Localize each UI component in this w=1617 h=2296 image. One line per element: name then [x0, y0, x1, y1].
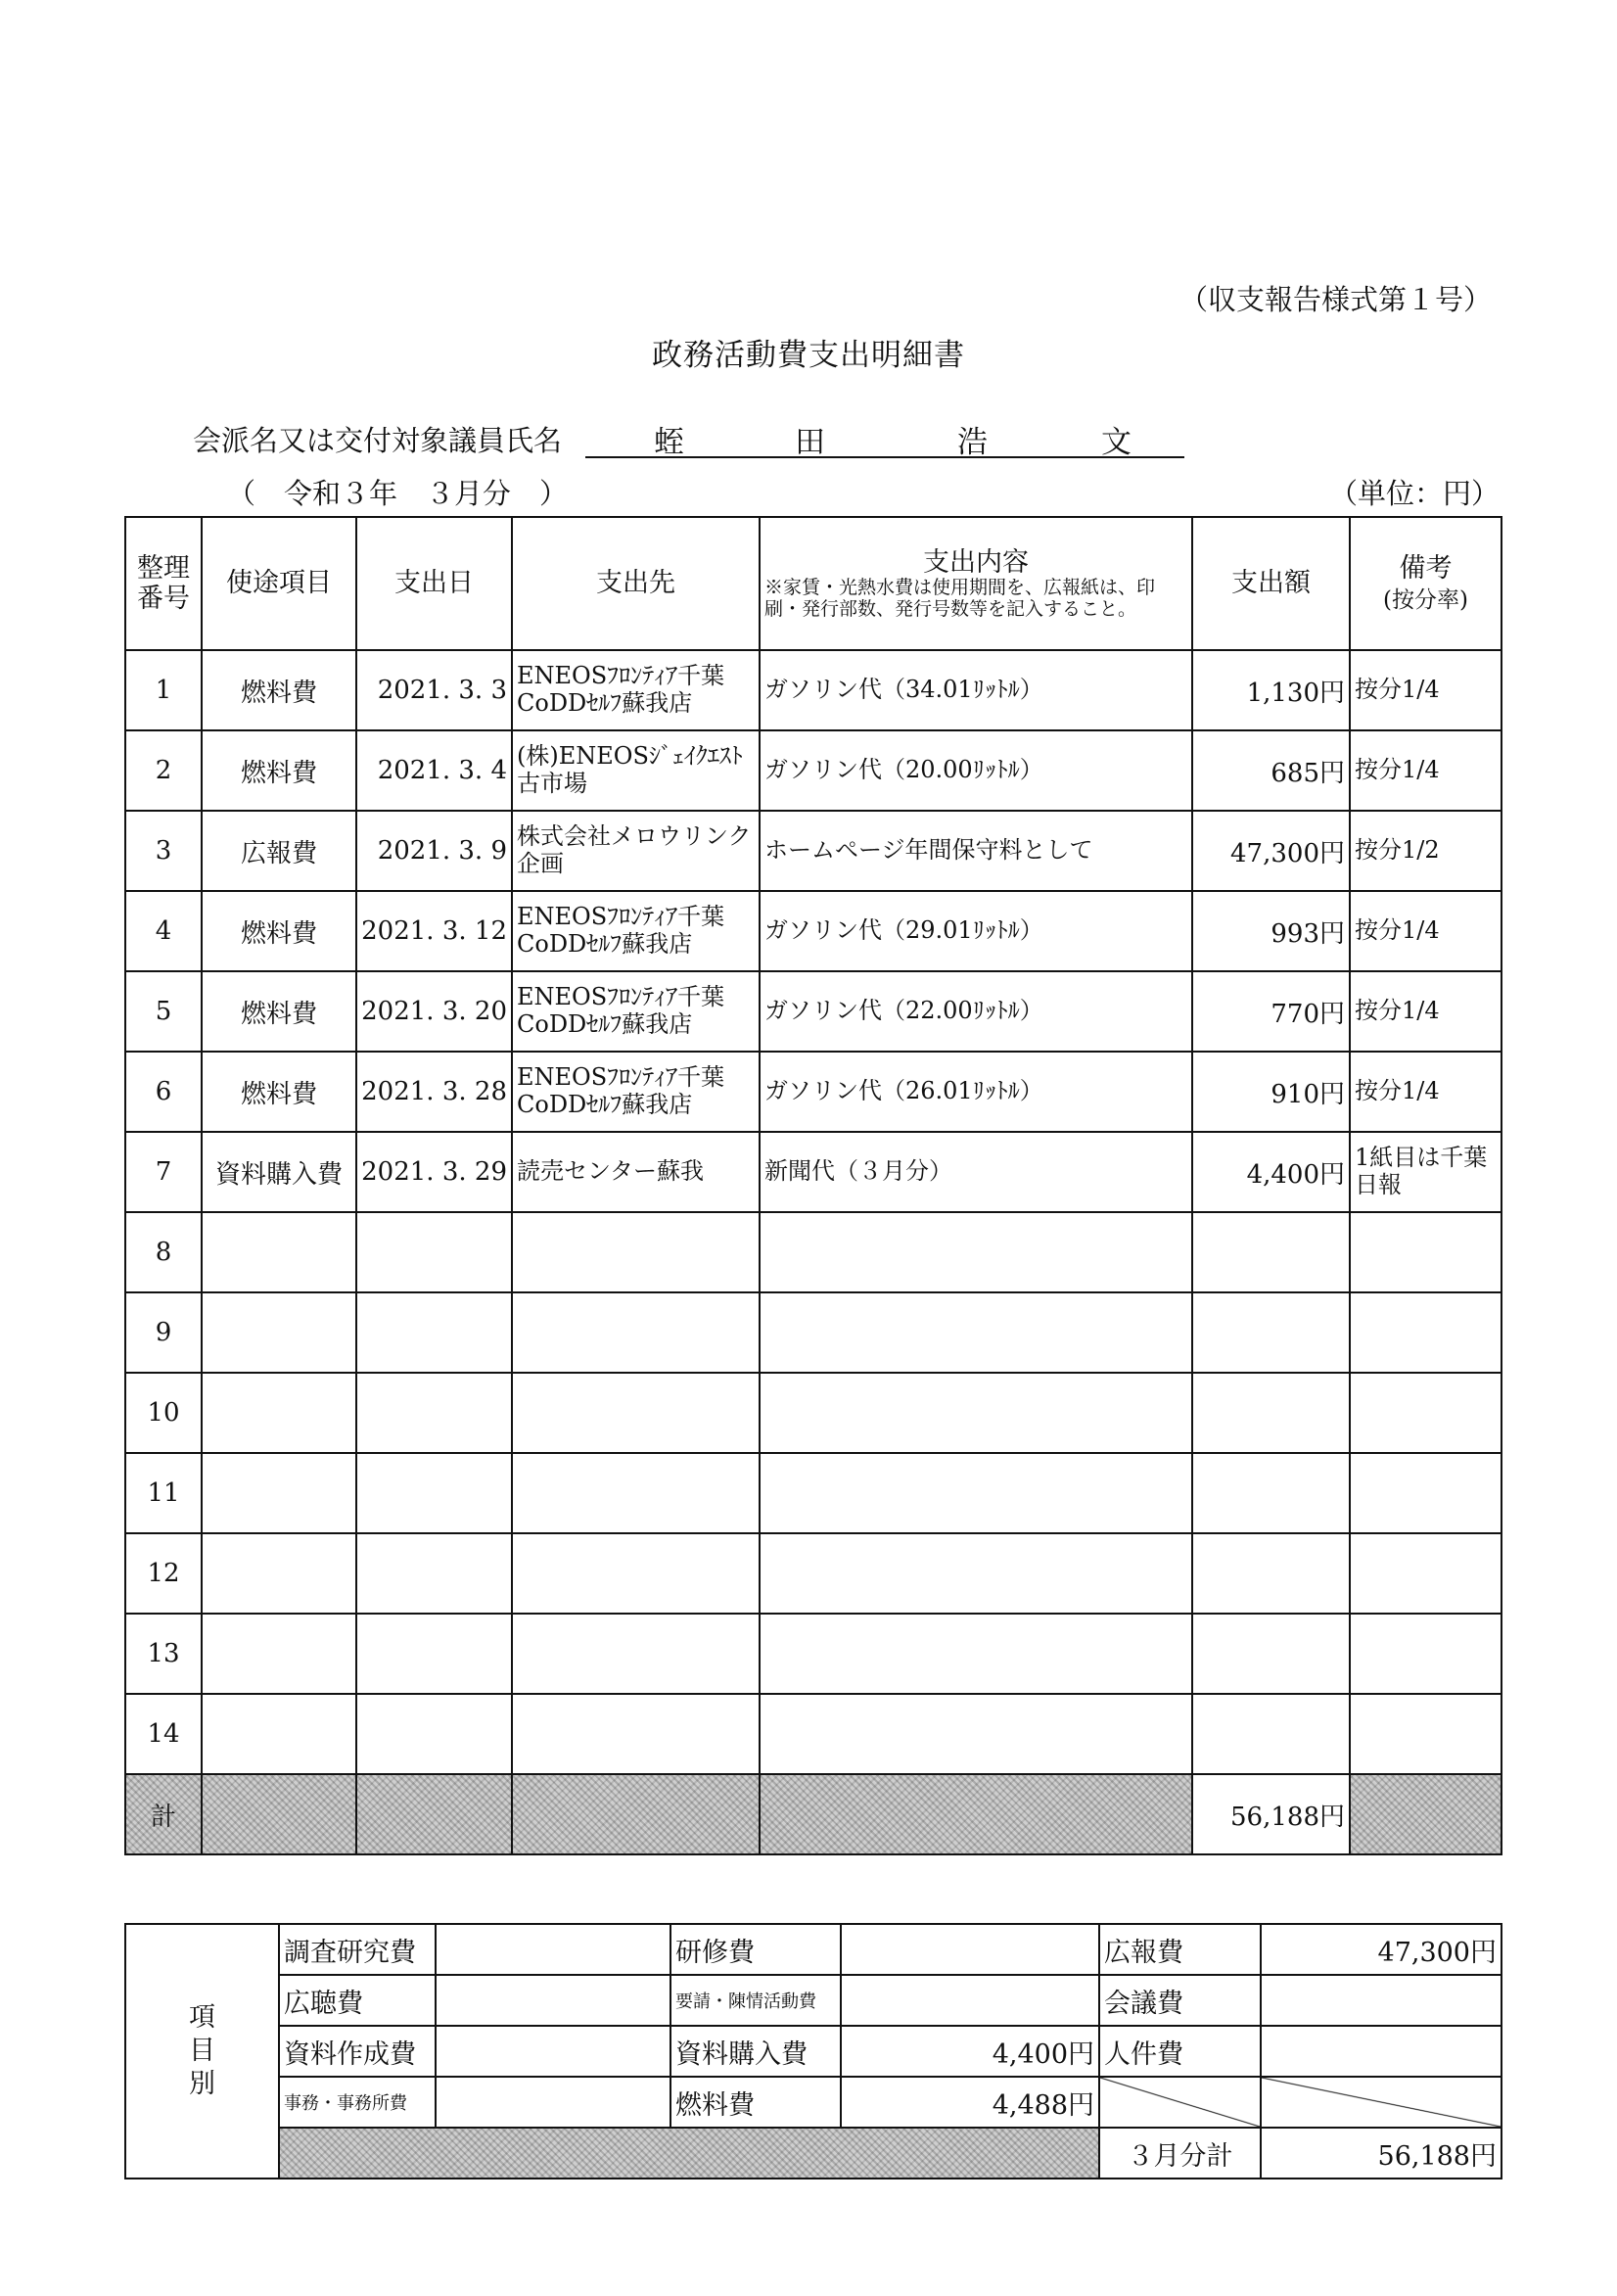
- row-no: 5: [125, 971, 202, 1052]
- row-content: ガソリン代（34.01ﾘｯﾄﾙ）: [760, 650, 1192, 730]
- total-label: 計: [125, 1774, 202, 1854]
- row-no: 9: [125, 1292, 202, 1373]
- row-category: [202, 1373, 356, 1453]
- row-no: 2: [125, 730, 202, 811]
- summary-row: [125, 1924, 1502, 1975]
- expense-table: [124, 516, 1502, 1855]
- row-remarks: 按分1/2: [1350, 811, 1502, 891]
- row-date: 2021. 3. 29: [356, 1132, 512, 1212]
- header-content-note: ※家賃・光熱水費は使用期間を、広報紙は、印刷・発行部数、発行号数等を記入すること。: [764, 576, 1156, 620]
- row-no: 11: [125, 1453, 202, 1533]
- row-category: 燃料費: [202, 971, 356, 1052]
- summary-value-research: [436, 1924, 670, 1975]
- row-remarks: 按分1/4: [1350, 730, 1502, 811]
- row-amount: 993円: [1192, 891, 1350, 971]
- name-label: 会派名又は交付対象議員氏名: [193, 424, 563, 457]
- row-content: 新聞代（３月分）: [760, 1132, 1192, 1212]
- table-row: [125, 1132, 1502, 1212]
- table-row: [125, 1614, 1502, 1694]
- row-date: [356, 1453, 512, 1533]
- row-amount: [1192, 1373, 1350, 1453]
- summary-value-document-purchase: 4,400円: [841, 2026, 1099, 2077]
- row-remarks: [1350, 1694, 1502, 1774]
- hatched-cell: [356, 1774, 512, 1854]
- row-amount: [1192, 1453, 1350, 1533]
- summary-value-document-making: [436, 2026, 670, 2077]
- summary-row: [125, 1975, 1502, 2026]
- row-no: 3: [125, 811, 202, 891]
- summary-label-petition: 要請・陳情活動費: [670, 1975, 841, 2026]
- row-date: 2021. 3. 3: [356, 650, 512, 730]
- row-content: [760, 1292, 1192, 1373]
- summary-value-publicity: 47,300円: [1261, 1924, 1502, 1975]
- row-category: 燃料費: [202, 650, 356, 730]
- header-content: [760, 517, 1192, 650]
- row-date: 2021. 3. 4: [356, 730, 512, 811]
- row-content: [760, 1533, 1192, 1614]
- row-payee: ENEOSﾌﾛﾝﾃｨｱ千葉CoDDｾﾙﾌ蘇我店: [512, 891, 760, 971]
- row-amount: [1192, 1694, 1350, 1774]
- summary-label-document-making: 資料作成費: [279, 2026, 436, 2077]
- hatched-cell: [760, 1774, 1192, 1854]
- row-content: [760, 1694, 1192, 1774]
- row-category: [202, 1614, 356, 1694]
- summary-value-training: [841, 1924, 1099, 1975]
- row-amount: [1192, 1292, 1350, 1373]
- row-payee: 読売センター蘇我: [512, 1132, 760, 1212]
- summary-value-office: [436, 2077, 670, 2128]
- name-underline: [585, 456, 1184, 458]
- total-amount: 56,188円: [1192, 1774, 1350, 1854]
- row-remarks: [1350, 1373, 1502, 1453]
- hatched-cell: [202, 1774, 356, 1854]
- month-total-value: 56,188円: [1261, 2128, 1502, 2179]
- row-amount: 685円: [1192, 730, 1350, 811]
- row-no: 8: [125, 1212, 202, 1292]
- row-amount: [1192, 1212, 1350, 1292]
- table-row: [125, 1453, 1502, 1533]
- table-row: [125, 1212, 1502, 1292]
- form-number: （収支報告様式第１号）: [1179, 283, 1493, 316]
- row-no: 4: [125, 891, 202, 971]
- row-category: 燃料費: [202, 1052, 356, 1132]
- member-name-char: 文: [1101, 425, 1132, 460]
- row-amount: 1,130円: [1192, 650, 1350, 730]
- row-date: 2021. 3. 20: [356, 971, 512, 1052]
- summary-label-meeting: 会議費: [1099, 1975, 1261, 2026]
- table-row: [125, 1373, 1502, 1453]
- document-title: 政務活動費支出明細書: [652, 338, 965, 373]
- row-category: [202, 1212, 356, 1292]
- member-name-char: 蛭: [654, 425, 684, 460]
- header-remarks-title: 備考: [1399, 552, 1453, 584]
- summary-value-fuel: 4,488円: [841, 2077, 1099, 2128]
- diagonal-empty-cell: [1099, 2077, 1261, 2128]
- row-amount: 4,400円: [1192, 1132, 1350, 1212]
- row-category: [202, 1292, 356, 1373]
- hatched-cell: [279, 2128, 1099, 2179]
- row-date: [356, 1533, 512, 1614]
- row-remarks: 按分1/4: [1350, 971, 1502, 1052]
- row-amount: 47,300円: [1192, 811, 1350, 891]
- row-remarks: 1紙目は千葉日報: [1350, 1132, 1502, 1212]
- row-payee: ENEOSﾌﾛﾝﾃｨｱ千葉CoDDｾﾙﾌ蘇我店: [512, 971, 760, 1052]
- total-row: [125, 1774, 1502, 1854]
- row-category: 広報費: [202, 811, 356, 891]
- row-date: [356, 1694, 512, 1774]
- summary-label-document-purchase: 資料購入費: [670, 2026, 841, 2077]
- row-amount: [1192, 1614, 1350, 1694]
- row-no: 6: [125, 1052, 202, 1132]
- table-header-row: [125, 517, 1502, 650]
- row-content: ホームページ年間保守料として: [760, 811, 1192, 891]
- summary-section-text: 項目別: [189, 2002, 215, 2099]
- row-remarks: [1350, 1292, 1502, 1373]
- header-remarks: [1350, 517, 1502, 650]
- row-date: 2021. 3. 9: [356, 811, 512, 891]
- row-category: 燃料費: [202, 891, 356, 971]
- summary-label-publicity: 広報費: [1099, 1924, 1261, 1975]
- row-amount: [1192, 1533, 1350, 1614]
- row-content: ガソリン代（29.01ﾘｯﾄﾙ）: [760, 891, 1192, 971]
- summary-total-row: [125, 2128, 1502, 2179]
- hatched-cell: [1350, 1774, 1502, 1854]
- row-content: ガソリン代（22.00ﾘｯﾄﾙ）: [760, 971, 1192, 1052]
- row-category: [202, 1453, 356, 1533]
- summary-value-hearing: [436, 1975, 670, 2026]
- row-content: [760, 1373, 1192, 1453]
- diagonal-empty-cell: [1261, 2077, 1502, 2128]
- row-remarks: 按分1/4: [1350, 650, 1502, 730]
- row-category: [202, 1533, 356, 1614]
- row-remarks: [1350, 1614, 1502, 1694]
- row-date: [356, 1292, 512, 1373]
- row-remarks: [1350, 1533, 1502, 1614]
- header-no: 整理番号: [125, 517, 202, 650]
- table-row: [125, 650, 1502, 730]
- summary-value-meeting: [1261, 1975, 1502, 2026]
- row-date: 2021. 3. 28: [356, 1052, 512, 1132]
- summary-section-label: [125, 1924, 279, 2179]
- summary-row: [125, 2026, 1502, 2077]
- summary-label-hearing: 広聴費: [279, 1975, 436, 2026]
- member-name-char: 浩: [957, 425, 988, 460]
- month-total-label: ３月分計: [1099, 2128, 1261, 2179]
- row-no: 7: [125, 1132, 202, 1212]
- summary-value-petition: [841, 1975, 1099, 2026]
- member-name-char: 田: [795, 425, 825, 460]
- row-payee: 株式会社メロウリンク企画: [512, 811, 760, 891]
- table-row: [125, 811, 1502, 891]
- header-content-title: 支出内容: [923, 546, 1029, 578]
- row-category: 燃料費: [202, 730, 356, 811]
- row-remarks: 按分1/4: [1350, 891, 1502, 971]
- header-payee: 支出先: [512, 517, 760, 650]
- row-content: ガソリン代（20.00ﾘｯﾄﾙ）: [760, 730, 1192, 811]
- row-content: [760, 1453, 1192, 1533]
- summary-label-research: 調査研究費: [279, 1924, 436, 1975]
- header-amount: 支出額: [1192, 517, 1350, 650]
- row-no: 13: [125, 1614, 202, 1694]
- row-date: [356, 1212, 512, 1292]
- row-payee: [512, 1533, 760, 1614]
- row-payee: [512, 1373, 760, 1453]
- row-payee: [512, 1292, 760, 1373]
- table-row: [125, 891, 1502, 971]
- header-remarks-sub: (按分率): [1383, 587, 1468, 613]
- row-payee: [512, 1212, 760, 1292]
- report-period: （ 令和３年 ３月分 ）: [227, 477, 569, 510]
- table-row: [125, 1052, 1502, 1132]
- row-payee: [512, 1453, 760, 1533]
- summary-label-office: 事務・事務所費: [279, 2077, 436, 2128]
- unit-label: （単位：円）: [1329, 477, 1501, 510]
- row-no: 1: [125, 650, 202, 730]
- row-remarks: [1350, 1453, 1502, 1533]
- summary-label-fuel: 燃料費: [670, 2077, 841, 2128]
- row-amount: 770円: [1192, 971, 1350, 1052]
- summary-row: [125, 2077, 1502, 2128]
- row-remarks: 按分1/4: [1350, 1052, 1502, 1132]
- table-row: [125, 1533, 1502, 1614]
- row-payee: (株)ENEOSｼﾞｪｲｸｴｽﾄ古市場: [512, 730, 760, 811]
- summary-value-personnel: [1261, 2026, 1502, 2077]
- row-payee: [512, 1614, 760, 1694]
- row-date: 2021. 3. 12: [356, 891, 512, 971]
- summary-label-training: 研修費: [670, 1924, 841, 1975]
- table-row: [125, 730, 1502, 811]
- row-no: 14: [125, 1694, 202, 1774]
- row-remarks: [1350, 1212, 1502, 1292]
- row-category: [202, 1694, 356, 1774]
- row-date: [356, 1373, 512, 1453]
- row-payee: [512, 1694, 760, 1774]
- row-date: [356, 1614, 512, 1694]
- row-payee: ENEOSﾌﾛﾝﾃｨｱ千葉CoDDｾﾙﾌ蘇我店: [512, 1052, 760, 1132]
- table-row: [125, 1292, 1502, 1373]
- row-content: ガソリン代（26.01ﾘｯﾄﾙ）: [760, 1052, 1192, 1132]
- table-row: [125, 1694, 1502, 1774]
- row-no: 12: [125, 1533, 202, 1614]
- row-category: 資料購入費: [202, 1132, 356, 1212]
- row-content: [760, 1212, 1192, 1292]
- row-amount: 910円: [1192, 1052, 1350, 1132]
- row-payee: ENEOSﾌﾛﾝﾃｨｱ千葉CoDDｾﾙﾌ蘇我店: [512, 650, 760, 730]
- hatched-cell: [512, 1774, 760, 1854]
- header-date: 支出日: [356, 517, 512, 650]
- row-no: 10: [125, 1373, 202, 1453]
- header-category: 使途項目: [202, 517, 356, 650]
- row-content: [760, 1614, 1192, 1694]
- table-row: [125, 971, 1502, 1052]
- summary-label-personnel: 人件費: [1099, 2026, 1261, 2077]
- summary-table: [124, 1923, 1502, 2179]
